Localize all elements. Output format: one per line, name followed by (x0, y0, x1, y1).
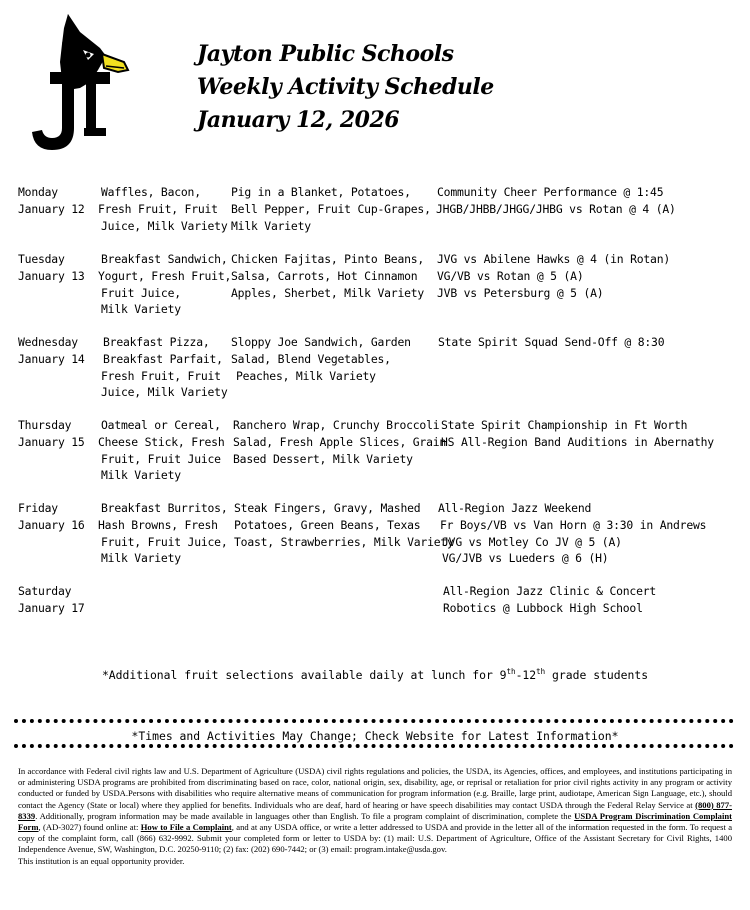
dotted-divider (14, 744, 734, 748)
relay-phone-link[interactable]: (800) 877-8339 (18, 799, 733, 821)
lunch-menu: Ranchero Wrap, Crunchy Broccoli Salad, Fresh Apple Slices, Grain Based Dessert, Milk Variety (233, 418, 447, 466)
breakfast-menu: Breakfast Sandwich, Yogurt, Fresh Fruit, Fruit Juice, Milk Variety (98, 252, 232, 317)
activities-list: State Spirit Championship in Ft Worth HS All-Region Band Auditions in Abernathy (441, 418, 714, 449)
breakfast-menu: Oatmeal or Cereal, Cheese Stick, Fresh Fruit, Fruit Juice Milk Variety (98, 418, 225, 483)
title-school: Jayton Public Schools (197, 41, 454, 67)
day-label: Tuesday January 13 (18, 252, 85, 283)
activities-list: JVG vs Abilene Hawks @ 4 (in Rotan) VG/VB vs Rotan @ 5 (A) JVB vs Petersburg @ 5 (A) (437, 252, 671, 300)
complaint-form-link[interactable]: USDA Program Discrimination Complaint Form (18, 810, 733, 833)
lunch-menu: Pig in a Blanket, Potatoes, Bell Pepper, Fruit Cup-Grapes, Milk Variety (231, 185, 431, 233)
day-label: Wednesday January 14 (18, 335, 85, 366)
lunch-menu: Sloppy Joe Sandwich, Garden Salad, Blend Vegetables, Peaches, Milk Variety (231, 335, 411, 383)
breakfast-menu: Waffles, Bacon, Fresh Fruit, Fruit Juice, Milk Variety (98, 185, 228, 233)
activities-list: All-Region Jazz Clinic & Concert Robotics @ Lubbock High School (443, 584, 657, 615)
how-to-file-link[interactable]: How to File a Complaint (140, 822, 232, 833)
day-label: Thursday January 15 (18, 418, 85, 449)
activities-list: State Spirit Squad Send-Off @ 8:30 (438, 335, 665, 349)
cardinal-jp-logo-icon (28, 10, 132, 158)
breakfast-menu: Breakfast Burritos, Hash Browns, Fresh Fruit, Fruit Juice, Milk Variety (98, 501, 228, 566)
title-schedule: Weekly Activity Schedule (197, 74, 494, 100)
usda-nondiscrimination-statement: In accordance with Federal civil rights law and U.S. Department of Agriculture (USDA) civil rights regulations and policies, the USDA, its Agencies, offices, and employees, and institutions participating in or administering USDA programs are prohibited from discriminating based on race, color, national origin, sex, disability, age, or reprisal or retaliation for prior civil rights activity in any program or activity conducted or funded by USDA.Persons with disabilities who require alternative means of communication for program information (e.g. Braille, large print, audiotape, American Sign Language, etc.), should contact the Agency (State or local) where they applied for benefits. Individuals who are deaf, hard of hearing or have speech disabilities may contact USDA through the Federal Relay Service at (800) 877-8339. Additionally, program information may be made available in languages other than English. To file a program complaint of discrimination, complete the USDA Program Discrimination Complaint Form, (AD-3027) found online at: How to File a Complaint, and at any USDA office, or write a letter addressed to USDA and provide in the letter all of the information requested in the form. To request a copy of the complaint form, call (866) 632-9992. Submit your completed form or letter to USDA by: (1) mail: U.S. Department of Agriculture, Office of the Assistant Secretary for Civil Rights, 1400 Independence Avenue, SW, Washington, D.C. 20250-9110; (2) fax: (202) 690-7442; or (3) email: program.intake@usda.gov. This institution is an equal opportunity provider. (18, 766, 733, 866)
page-title (197, 38, 494, 137)
lunch-menu: Steak Fingers, Gravy, Mashed Potatoes, Green Beans, Texas Toast, Strawberries, Milk Variety (234, 501, 454, 549)
day-label: Saturday January 17 (18, 584, 85, 615)
day-label: Monday January 12 (18, 185, 85, 216)
fruit-note: *Additional fruit selections available daily at lunch for 9th-12th grade students (101, 667, 649, 682)
title-date: January 12, 2026 (197, 107, 400, 133)
schedule-change-notice: *Times and Activities May Change; Check Website for Latest Information* (131, 729, 619, 743)
day-label: Friday January 16 (18, 501, 85, 532)
dotted-divider (14, 719, 734, 723)
breakfast-menu: Breakfast Pizza, Breakfast Parfait, Fresh Fruit, Fruit Juice, Milk Variety (101, 335, 228, 400)
lunch-menu: Chicken Fajitas, Pinto Beans, Salsa, Carrots, Hot Cinnamon Apples, Sherbet, Milk Variety (231, 252, 425, 300)
activities-list: All-Region Jazz Weekend Fr Boys/VB vs Van Horn @ 3:30 in Andrews JVG vs Motley Co JV @ 5 (A) VG/JVB vs Lueders @ 6 (H) (438, 501, 707, 566)
activities-list: Community Cheer Performance @ 1:45 JHGB/JHBB/JHGG/JHBG vs Rotan @ 4 (A) (436, 185, 676, 216)
